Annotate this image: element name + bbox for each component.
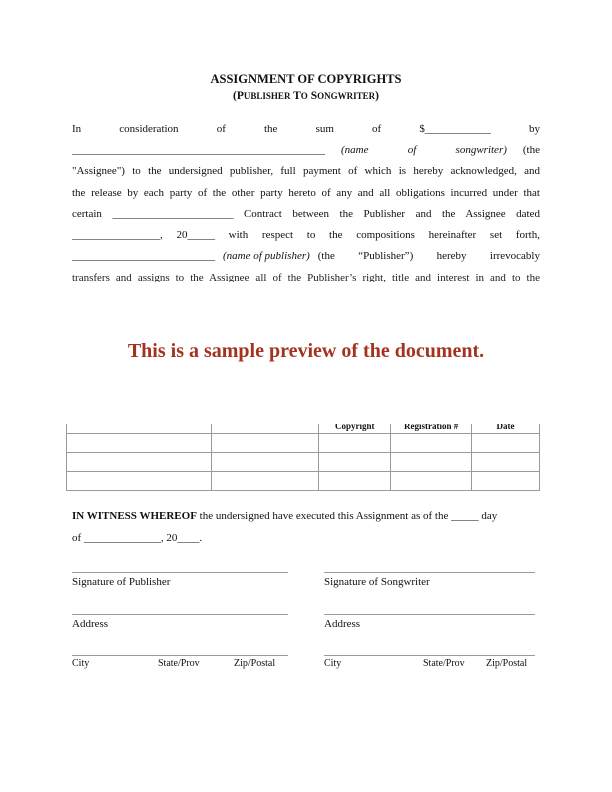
table-row bbox=[67, 453, 540, 472]
songwriter-address-label: Address bbox=[324, 618, 361, 630]
consideration-paragraph bbox=[72, 119, 540, 267]
compositions-table bbox=[66, 424, 540, 491]
paragraph-text: (the “Publisher”) hereby irrevocably bbox=[317, 250, 540, 263]
sum-blank: $____________ bbox=[419, 123, 491, 135]
songwriter-zip-label: Zip/Postal bbox=[486, 658, 528, 669]
publisher-address-line bbox=[72, 614, 288, 615]
publisher-zip-label: Zip/Postal bbox=[234, 658, 276, 669]
table-cell bbox=[211, 434, 319, 453]
subtitle-open: ( bbox=[233, 90, 237, 102]
subtitle-word1-rest: UBLISHER bbox=[243, 91, 291, 101]
songwriter-city-line bbox=[324, 655, 535, 656]
header-cell: Date bbox=[472, 424, 540, 434]
paragraph-line-5: certain ______________________ Contract between the Publisher and the Assignee dated bbox=[72, 207, 540, 220]
songwriter-city-label: City bbox=[324, 658, 342, 669]
paragraph-line-8-cutoff bbox=[72, 264, 540, 282]
subtitle-close: ) bbox=[375, 90, 379, 102]
word: consideration bbox=[119, 123, 179, 135]
songwriter-name-hint: (name of songwriter) bbox=[341, 144, 507, 157]
paragraph-line-3: "Assignee") to the undersigned publisher, full payment of which is hereby acknowledged, and bbox=[72, 165, 540, 178]
table-cell bbox=[67, 472, 212, 491]
publisher-city-label: City bbox=[72, 658, 90, 669]
songwriter-signature-label: Signature of Songwriter bbox=[324, 576, 430, 588]
header-cell bbox=[67, 424, 212, 434]
table-cell bbox=[391, 472, 472, 491]
subtitle-word2-rest: O bbox=[300, 91, 308, 101]
subtitle-word3-initial: S bbox=[310, 90, 318, 102]
publisher-address-label: Address bbox=[72, 618, 109, 630]
word: of bbox=[216, 123, 226, 135]
header-cell: Registration # bbox=[391, 424, 472, 434]
word: In bbox=[72, 123, 82, 135]
word: of bbox=[372, 123, 382, 135]
table-cell bbox=[319, 472, 391, 491]
witness-line-1 bbox=[72, 505, 540, 527]
word: the bbox=[263, 123, 278, 135]
table-cell bbox=[472, 472, 540, 491]
table-cell bbox=[211, 453, 319, 472]
songwriter-state-label: State/Prov bbox=[423, 658, 465, 669]
songwriter-signature-line bbox=[324, 572, 535, 573]
witness-clause bbox=[72, 505, 540, 549]
witness-text: the undersigned have executed this Assignment as of the _____ day bbox=[199, 510, 498, 522]
table-cell bbox=[319, 453, 391, 472]
subtitle-word1-initial: P bbox=[236, 90, 244, 102]
table-cell bbox=[391, 453, 472, 472]
document-title: ASSIGNMENT OF COPYRIGHTS bbox=[210, 72, 402, 86]
paragraph-line-4: the release by each party of the other party hereto of any and all obligations incurred under that bbox=[72, 186, 540, 199]
table-cell bbox=[391, 434, 472, 453]
word: by bbox=[528, 123, 540, 135]
paragraph-line-6: ________________, 20_____ with respect to the compositions hereinafter set forth, bbox=[72, 228, 540, 241]
witness-line-2: of ______________, 20____. bbox=[72, 532, 203, 544]
table-cell bbox=[67, 434, 212, 453]
songwriter-address-line bbox=[324, 614, 535, 615]
table-row bbox=[67, 434, 540, 453]
publisher-state-label: State/Prov bbox=[158, 658, 200, 669]
sample-preview-notice: This is a sample preview of the document. bbox=[127, 340, 485, 362]
subtitle-word3-rest: ONGWRITER bbox=[317, 91, 376, 101]
table-cell bbox=[319, 434, 391, 453]
publisher-signature-line bbox=[72, 572, 288, 573]
publisher-city-line bbox=[72, 655, 288, 656]
subtitle-word2-initial: T bbox=[293, 90, 301, 102]
table-header-row bbox=[67, 424, 540, 434]
table-cell bbox=[67, 453, 212, 472]
header-cell: Copyright bbox=[319, 424, 391, 434]
paragraph-line-2 bbox=[72, 140, 540, 161]
document-subtitle bbox=[0, 90, 612, 102]
word: (the bbox=[522, 144, 540, 157]
table-cell bbox=[472, 453, 540, 472]
publisher-name-blank: __________________________ bbox=[72, 250, 215, 263]
witness-heading: IN WITNESS WHEREOF bbox=[72, 510, 197, 522]
paragraph-line-1 bbox=[72, 119, 540, 140]
header-cell bbox=[211, 424, 319, 434]
songwriter-name-blank: ______________________________________________ bbox=[72, 144, 325, 157]
word: sum bbox=[315, 123, 334, 135]
paragraph-text: transfers and assigns to the Assignee all of the Publisher’s right, title and interest in and to the bbox=[72, 272, 540, 282]
publisher-signature-label: Signature of Publisher bbox=[72, 576, 171, 588]
publisher-name-hint: (name of publisher) bbox=[223, 250, 310, 263]
table-cell bbox=[211, 472, 319, 491]
table-cell bbox=[472, 434, 540, 453]
table-row bbox=[67, 472, 540, 491]
